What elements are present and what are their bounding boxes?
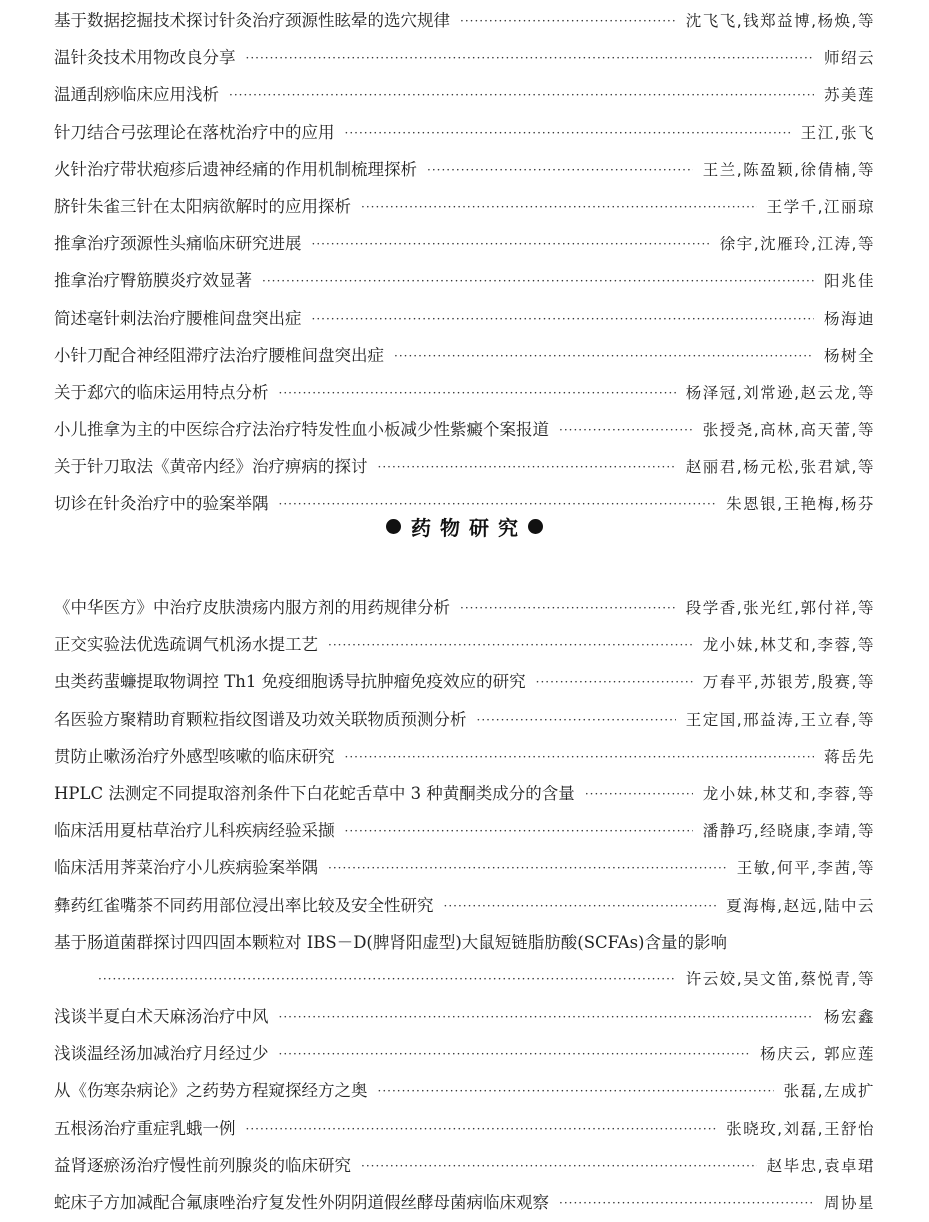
article-authors: 张授尧,高林,高天蕾,等 [702,421,875,440]
article-title: 浅谈半夏白术天麻汤治疗中风 [54,1007,269,1027]
article-authors: 许云姣,吴文笛,蔡悦青,等 [685,969,875,988]
article-authors: 潘静巧,经晓康,李靖,等 [702,822,875,841]
toc-entry[interactable] [54,76,875,113]
toc-entry[interactable] [54,998,875,1035]
article-authors: 王兰,陈盈颖,徐倩楠,等 [702,160,875,179]
dot-leader [345,115,791,152]
article-authors: 赵丽君,杨元松,张君斌,等 [685,458,875,477]
article-title: 脐针朱雀三针在太阳病欲解时的应用探析 [54,196,351,216]
toc-section-acupuncture [54,2,875,523]
toc-entry[interactable] [54,663,875,700]
article-authors: 杨宏鑫 [823,1008,875,1027]
article-authors: 徐宇,沈雁玲,江涛,等 [719,235,875,254]
dot-leader [460,590,676,627]
toc-entry[interactable] [54,374,875,411]
dot-leader [345,813,693,850]
article-authors: 万春平,苏银芳,殷赛,等 [702,673,875,692]
toc-entry[interactable] [54,448,875,485]
article-authors: 杨树全 [823,346,875,365]
article-authors: 王江,张飞 [800,123,875,142]
dot-leader [361,189,757,226]
dot-leader [378,449,676,486]
article-title: 虫类药蜚蠊提取物调控 Th1 免疫细胞诱导抗肿瘤免疫效应的研究 [54,672,526,692]
article-title: 贯防止嗽汤治疗外感型咳嗽的临床研究 [54,746,335,766]
toc-entry[interactable] [54,589,875,626]
article-authors: 段学香,张光红,郭付祥,等 [685,599,875,617]
toc-entry-multiline-title[interactable] [54,924,875,961]
article-title: 简述毫针刺法治疗腰椎间盘突出症 [54,308,302,328]
article-authors: 王敏,何平,李茜,等 [736,859,875,878]
article-authors: 蒋岳先 [823,747,875,766]
dot-leader [246,40,814,77]
article-authors: 杨庆云, 郭应莲 [760,1045,875,1064]
dot-leader [312,226,710,263]
toc-entry[interactable] [54,411,875,448]
toc-entry[interactable] [54,775,875,812]
dot-leader [559,412,693,449]
article-title: 推拿治疗颈源性头痛临床研究进展 [54,234,302,254]
toc-entry-multiline-authors[interactable] [54,961,875,998]
article-title: 基于肠道菌群探讨四四固本颗粒对 IBS－D(脾肾阳虚型)大鼠短链脂肪酸(SCFAs)含量的影响 [54,932,727,952]
article-title: 基于数据挖掘技术探讨针灸治疗颈源性眩晕的选穴规律 [54,11,450,30]
article-authors: 龙小妹,林艾和,李蓉,等 [702,784,875,803]
article-title: 温针灸技术用物改良分享 [54,48,236,68]
article-authors: 王定国,邢益涛,王立春,等 [685,710,875,729]
article-title: 蛇床子方加减配合氟康唑治疗复发性外阴阴道假丝酵母菌病临床观察 [54,1193,549,1212]
toc-entry[interactable] [54,2,875,39]
article-authors: 龙小妹,林艾和,李蓉,等 [702,636,875,655]
dot-leader [345,739,814,776]
section-heading [0,508,929,544]
article-authors: 杨海迪 [823,309,875,328]
dot-leader [98,961,676,998]
dot-leader [585,776,693,813]
toc-entry[interactable] [54,188,875,225]
article-title: HPLC 法测定不同提取溶剂条件下白花蛇舌草中 3 种黄酮类成分的含量 [54,783,575,803]
toc-entry[interactable] [54,701,875,738]
article-authors: 阳兆佳 [823,272,875,291]
article-title: 五根汤治疗重症乳蛾一例 [54,1118,236,1138]
article-title: 小针刀配合神经阻滞疗法治疗腰椎间盘突出症 [54,345,384,365]
article-title: 从《伤寒杂病论》之药势方程窥探经方之奥 [54,1081,368,1101]
dot-leader [246,1111,717,1148]
article-title: 浅谈温经汤加减治疗月经过少 [54,1044,269,1064]
dot-leader [279,1036,751,1073]
bullet-circle-icon [528,519,543,534]
dot-leader [559,1185,814,1222]
article-authors: 赵毕忠,袁卓珺 [766,1156,875,1175]
toc-entry[interactable] [54,1110,875,1147]
toc-entry[interactable] [54,114,875,151]
article-authors: 师绍云 [823,49,875,68]
article-authors: 张晓玫,刘磊,王舒怡 [726,1119,875,1138]
article-authors: 王学千,江丽琼 [766,197,875,216]
article-title: 切诊在针灸治疗中的验案举隅 [54,494,269,514]
dot-leader [477,702,676,739]
toc-entry[interactable] [54,887,875,924]
article-authors: 沈飞飞,钱郑益博,杨焕,等 [685,12,875,30]
article-title: 《中华医方》中治疗皮肤溃疡内服方剂的用药规律分析 [54,598,450,617]
dot-leader [229,77,814,114]
article-title: 关于针刀取法《黄帝内经》治疗痹病的探讨 [54,457,368,477]
dot-leader [378,1073,774,1110]
toc-entry[interactable] [54,225,875,262]
dot-leader [361,1148,757,1185]
dot-leader [536,664,693,701]
article-authors: 夏海梅,赵远,陆中云 [726,896,875,915]
article-title: 彝药红雀嘴茶不同药用部位浸出率比较及安全性研究 [54,895,434,915]
article-authors: 苏美莲 [823,86,875,105]
toc-entry[interactable] [54,1072,875,1109]
article-title: 正交实验法优选疏调气机汤水提工艺 [54,635,318,655]
toc-entry[interactable] [54,39,875,76]
article-title: 温通刮痧临床应用浅析 [54,85,219,105]
article-authors: 朱恩银,王艳梅,杨芬 [726,495,875,514]
dot-leader [279,375,676,412]
dot-leader [328,850,727,887]
toc-section-pharmacology [54,589,875,1221]
article-title: 火针治疗带状疱疹后遗神经痛的作用机制梳理探析 [54,159,417,179]
toc-entry[interactable] [54,151,875,188]
dot-leader [444,888,717,925]
dot-leader [262,263,814,300]
toc-entry[interactable] [54,1035,875,1072]
section-heading-text: 药物研究 [411,515,527,540]
dot-leader [460,3,676,40]
toc-entry[interactable] [54,1147,875,1184]
toc-entry[interactable] [54,337,875,374]
toc-entry[interactable] [54,738,875,775]
toc-entry[interactable] [54,300,875,337]
article-authors: 张磊,左成扩 [783,1082,875,1101]
article-title: 名医验方聚精助育颗粒指纹图谱及功效关联物质预测分析 [54,709,467,729]
article-title: 益肾逐瘀汤治疗慢性前列腺炎的临床研究 [54,1155,351,1175]
article-title: 临床活用夏枯草治疗儿科疾病经验采撷 [54,821,335,841]
dot-leader [279,999,814,1036]
article-title: 临床活用荠菜治疗小儿疾病验案举隅 [54,858,318,878]
toc-entry[interactable] [54,262,875,299]
article-authors: 周协星 [823,1194,875,1212]
article-title: 针刀结合弓弦理论在落枕治疗中的应用 [54,122,335,142]
dot-leader [312,301,814,338]
dot-leader [427,152,693,189]
article-title: 小儿推拿为主的中医综合疗法治疗特发性血小板减少性紫癜个案报道 [54,420,549,440]
dot-leader [328,627,693,664]
article-title: 关于郄穴的临床运用特点分析 [54,382,269,402]
bullet-circle-icon [386,519,401,534]
toc-entry[interactable] [54,812,875,849]
toc-entry[interactable] [54,626,875,663]
article-authors: 杨泽冠,刘常逊,赵云龙,等 [685,383,875,402]
dot-leader [394,338,814,375]
toc-entry[interactable] [54,1184,875,1221]
article-title: 推拿治疗臀筋膜炎疗效显著 [54,271,252,291]
toc-entry[interactable] [54,849,875,886]
